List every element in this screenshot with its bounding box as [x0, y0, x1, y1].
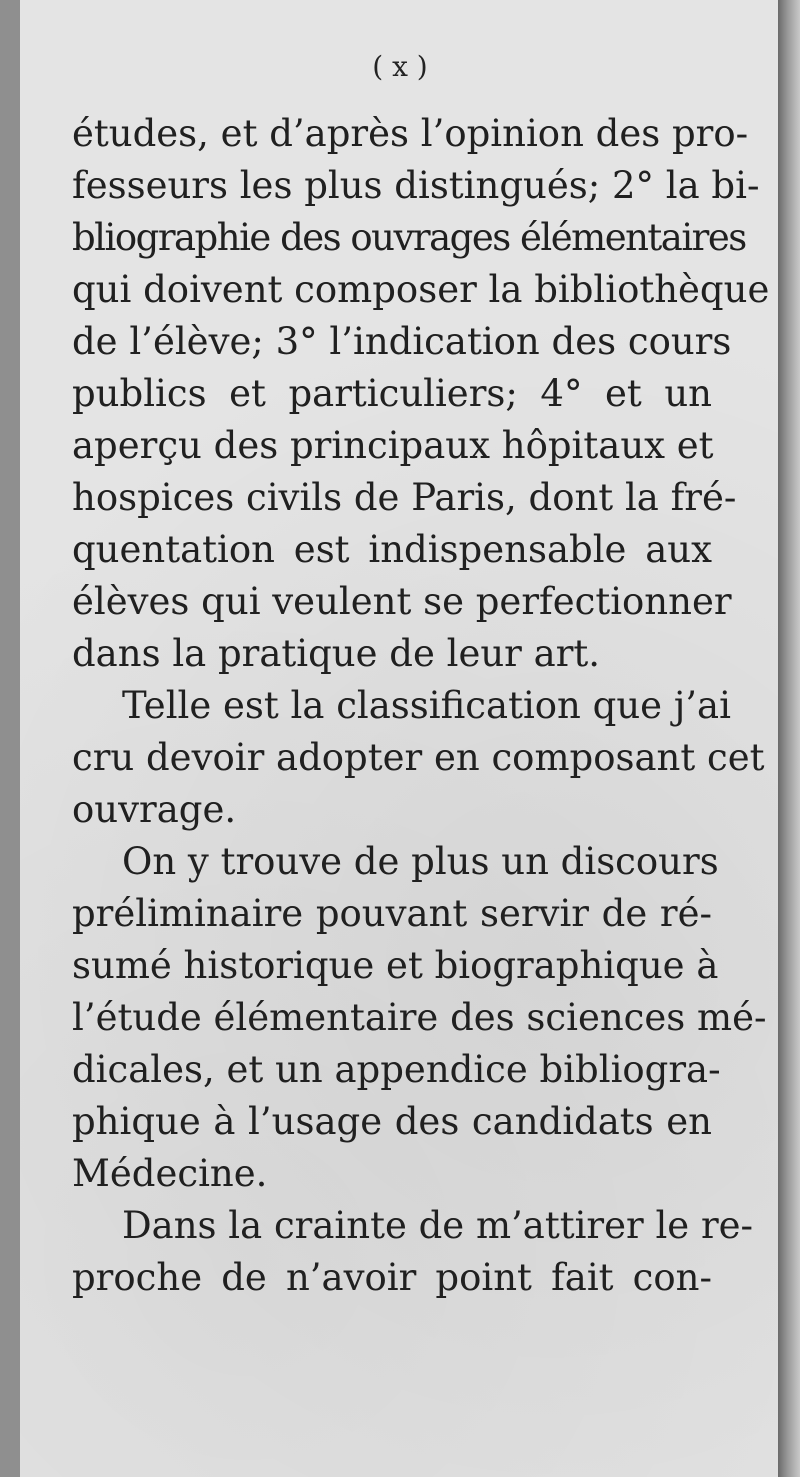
text-line: ouvrage. — [72, 788, 237, 831]
text-line: aperçu des principaux hôpitaux et — [72, 424, 714, 467]
text-line: préliminaire pouvant servir de ré- — [72, 892, 712, 935]
text-line: cru devoir adopter en composant cet — [72, 736, 765, 779]
text-line: quentation est indispensable aux — [72, 528, 712, 571]
text-line: qui doivent composer la bibliothèque — [72, 268, 770, 311]
text-line: fesseurs les plus distingués; 2° la bi- — [72, 164, 760, 207]
text-line: bliographie des ouvrages élémentaires — [72, 216, 746, 259]
text-line: Telle est la classification que j’ai — [122, 684, 731, 727]
text-line: sumé historique et biographique à — [72, 944, 719, 987]
text-line: l’étude élémentaire des sciences mé- — [72, 996, 767, 1039]
text-line: publics et particuliers; 4° et un — [72, 372, 712, 415]
text-line: phique à l’usage des candidats en — [72, 1100, 712, 1143]
text-line: de l’élève; 3° l’indication des cours — [72, 320, 732, 363]
text-line: proche de n’avoir point fait con- — [72, 1256, 712, 1299]
page-edge — [778, 0, 800, 1477]
text-line: On y trouve de plus un discours — [122, 840, 719, 883]
text-line: hospices civils de Paris, dont la fré- — [72, 476, 737, 519]
page-number: ( x ) — [372, 50, 428, 83]
text-line: études, et d’après l’opinion des pro- — [72, 112, 749, 155]
text-line: Médecine. — [72, 1152, 268, 1195]
text-line: Dans la crainte de m’attirer le re- — [122, 1204, 754, 1247]
text-line: dicales, et un appendice bibliogra- — [72, 1048, 721, 1091]
text-line: élèves qui veulent se perfectionner — [72, 580, 732, 623]
text-line: dans la pratique de leur art. — [72, 632, 601, 675]
body-text — [72, 108, 770, 1304]
